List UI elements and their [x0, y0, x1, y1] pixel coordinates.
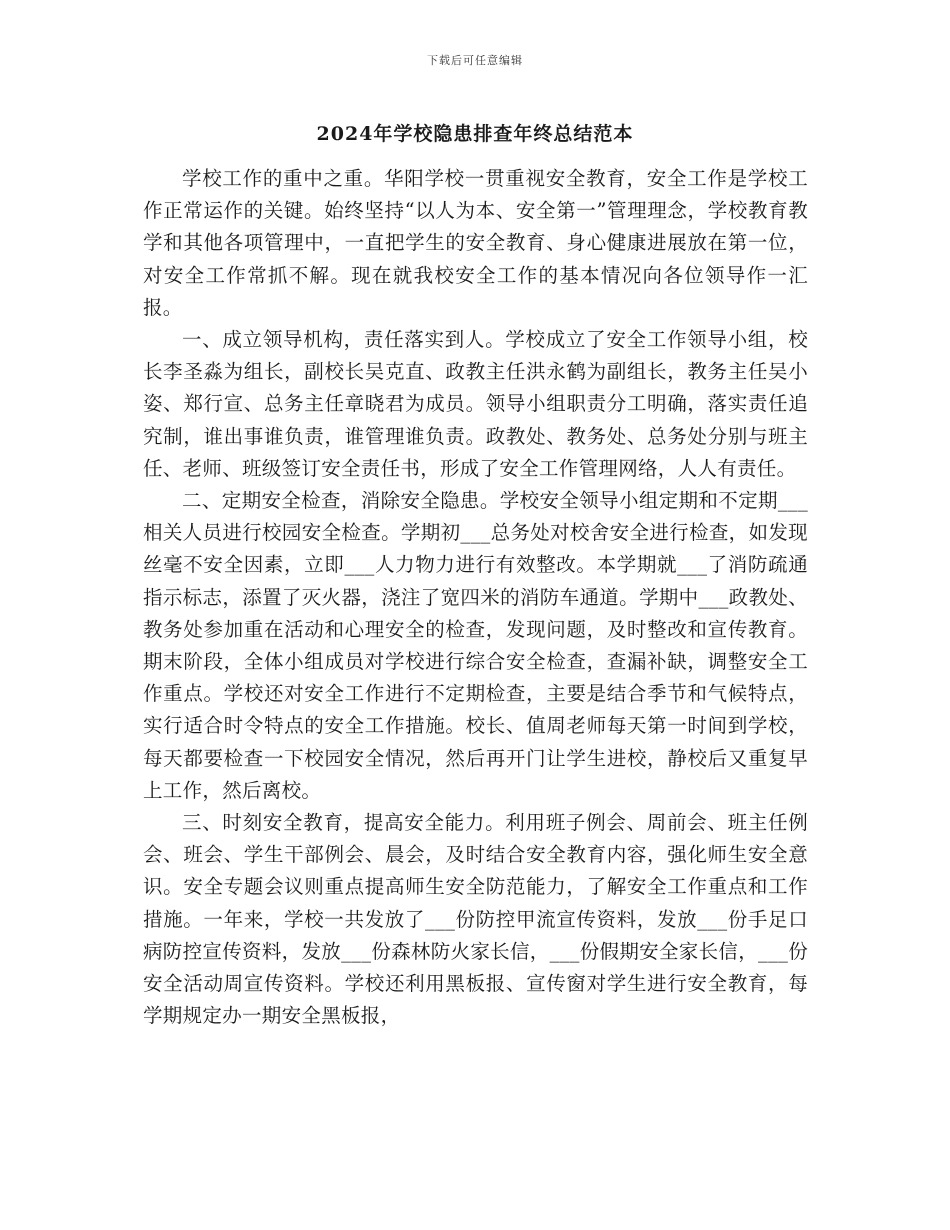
document-title: 2024年学校隐患排查年终总结范本: [316, 123, 634, 145]
document-body: [143, 163, 808, 1032]
paragraph-intro: 学校工作的重中之重。华阳学校一贯重视安全教育，安全工作是学校工作正常运作的关键。始终坚持“以人为本、安全第一”管理理念，学校教育教学和其他各项管理中，一直把学生的安全教育、身心健康进展放在第一位，对安全工作常抓不解。现在就我校安全工作的基本情况向各位领导作一汇报。: [143, 167, 808, 319]
header-note: 下载后可任意编辑: [427, 54, 523, 67]
paragraph-section-3: 三、时刻安全教育，提高安全能力。利用班子例会、周前会、班主任例会、班会、学生干部例会、晨会，及时结合安全教育内容，强化师生安全意识。安全专题会议则重点提高师生安全防范能力，了解安全工作重点和工作措施。一年来，学校一共发放了___份防控甲流宣传资料，发放___份手足口病防控宣传资料，发放___份森林防火家长信，___份假期安全家长信，___份安全活动周宣传资料。学校还利用黑板报、宣传窗对学生进行安全教育，每学期规定办一期安全黑板报，: [143, 811, 808, 1028]
paragraph-section-1: 一、成立领导机构，责任落实到人。学校成立了安全工作领导小组，校长李圣淼为组长，副校长吴克直、政教主任洪永鹤为副组长，教务主任吴小姿、郑行宣、总务主任章晓君为成员。领导小组职责分工明确，落实责任追究制，谁出事谁负责，谁管理谁负责。政教处、教务处、总务处分别与班主任、老师、班级签订安全责任书，形成了安全工作管理网络，人人有责任。: [143, 328, 808, 480]
paragraph-section-2: 二、定期安全检查，消除安全隐患。学校安全领导小组定期和不定期___相关人员进行校园安全检查。学期初___总务处对校舍安全进行检查，如发现丝毫不安全因素，立即___人力物力进行有效整改。本学期就___了消防疏通指示标志，添置了灭火器，浇注了宽四米的消防车通道。学期中___政教处、教务处参加重在活动和心理安全的检查，发现问题，及时整改和宣传教育。期末阶段，全体小组成员对学校进行综合安全检查，查漏补缺，调整安全工作重点。学校还对安全工作进行不定期检查，主要是结合季节和气候特点，实行适合时令特点的安全工作措施。校长、值周老师每天第一时间到学校，每天都要检查一下校园安全情况，然后再开门让学生进校，静校后又重复早上工作，然后离校。: [143, 489, 808, 802]
